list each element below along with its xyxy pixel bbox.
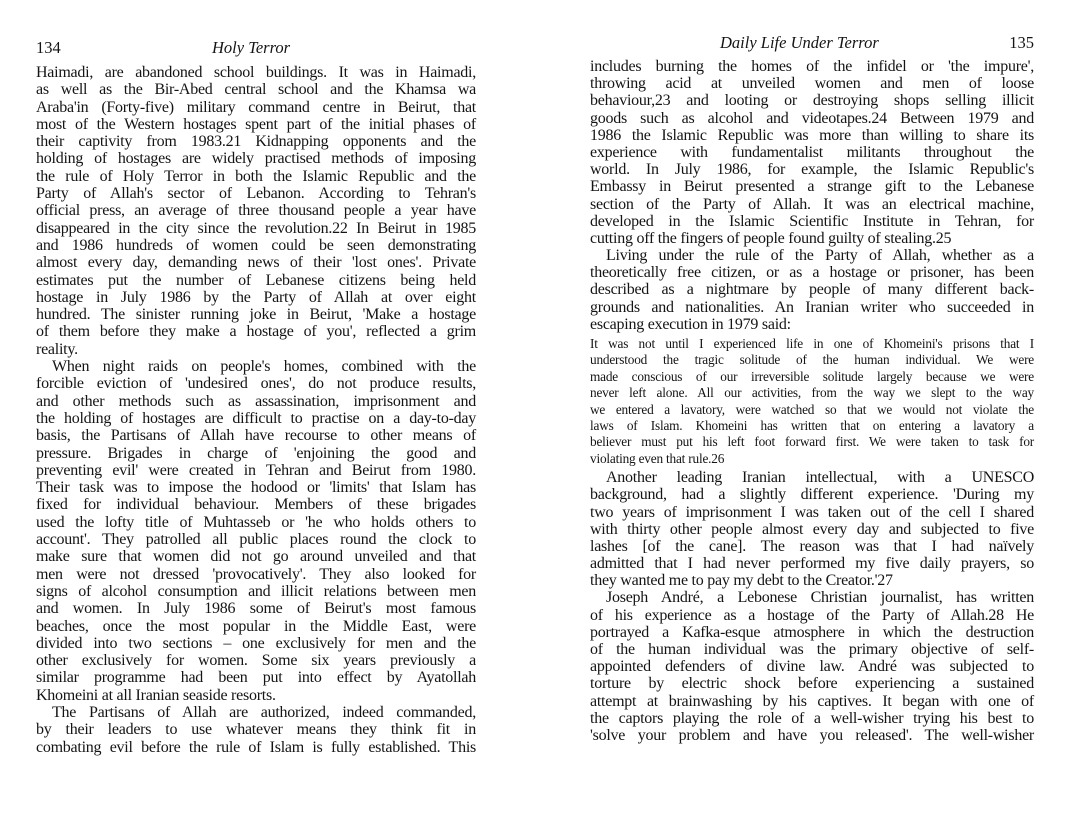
text-line: experience with fundamentalist militants throughout the [590, 143, 1034, 161]
left-page [36, 0, 476, 829]
right-page-number: 135 [1009, 33, 1034, 52]
text-line: with thirty other people almost every day and subjected to five [590, 520, 1034, 538]
text-line: signs of alcohol consumption and illicit relations between men [36, 582, 476, 600]
text-line: escaping execution in 1979 said: [590, 315, 791, 333]
text-line: hostage in July 1986 by the Party of Allah at over eight [36, 288, 476, 306]
text-line: preventing evil' were created in Tehran and Beirut from 1980. [36, 461, 476, 479]
text-line: their captivity from 1983.21 Kidnapping opponents and the [36, 133, 476, 151]
paragraph [36, 704, 476, 756]
text-line: and women. In July 1986 some of Beirut's most famous [36, 600, 476, 618]
quote-line: understood the tragic solitude of the human individual. We were [590, 352, 1034, 368]
quote-line: never left alone. All our activities, from the way we slept to the way [590, 385, 1034, 401]
paragraph [590, 247, 1034, 333]
text-line: attempt at brainwashing by his captives. It began with one of [590, 692, 1034, 710]
text-line: other exclusively for women. Some six years previously a [36, 652, 476, 670]
text-line: pressure. Brigades in charge of 'enjoining the good and [36, 444, 476, 462]
left-running-title: Holy Terror [212, 38, 291, 57]
text-line: Living under the rule of the Party of Allah, whether as a [606, 247, 1034, 265]
paragraph [590, 58, 1034, 247]
text-line: cutting off the fingers of people found guilty of stealing.25 [590, 229, 952, 247]
block-quote [590, 336, 1034, 467]
text-line: holding of hostages are widely practised methods of imposing [36, 150, 476, 168]
text-line: developed in the Islamic Scientific Institute in Tehran, for [590, 212, 1034, 230]
quote-line: believer must put his left foot forward first. We were taken to task for [590, 434, 1034, 450]
text-line: lashes [of the cane]. The reason was that I had naïvely [590, 537, 1034, 555]
text-line: used the lofty title of Muhtasseb or 'he who holds others to [36, 513, 476, 531]
text-line: The Partisans of Allah are authorized, indeed commanded, [52, 703, 476, 721]
paragraph [590, 469, 1034, 589]
text-line: the rule of Holy Terror in both the Islamic Republic and the [36, 167, 476, 185]
text-line: by their leaders to use whatever means they think fit in [36, 721, 476, 739]
text-line: When night raids on people's homes, combined with the [52, 358, 476, 376]
quote-line: laws of Islam. Khomeini has written that on entering a lavatory a [590, 417, 1034, 433]
quote-line: made conscious of our irreversible solitude largely because we were [590, 368, 1034, 384]
text-line: admitted that I had never performed my five daily prayers, so [590, 555, 1034, 573]
text-line: throwing acid at unveiled women and men of loose [590, 75, 1034, 93]
quote-line: we entered a lavatory, were watched so that we would not violate the [590, 401, 1034, 417]
text-line: theoretically free citizen, or as a hostage or prisoner, has been [590, 264, 1034, 282]
text-line: Their task was to impose the hodood or 'limits' that Islam has [36, 479, 476, 497]
text-line: two years of imprisonment I was taken out of the cell I shared [590, 503, 1034, 521]
quote-line: It was not until I experienced life in one of Khomeini's prisons that I [590, 336, 1034, 351]
text-line: Araba'in (Forty-five) military command centre in Beirut, that [36, 98, 476, 116]
text-line: make sure that women did not go around unveiled and that [36, 548, 476, 566]
text-line: Party of Allah's sector of Lebanon. According to Tehran's [36, 185, 476, 203]
text-line: 'solve your problem and have you released'. The well-wisher [590, 726, 1034, 744]
text-line: reality. [36, 340, 78, 358]
left-body-text [36, 64, 476, 756]
text-line: goods such as alcohol and videotapes.24 Between 1979 and [590, 109, 1034, 127]
text-line: of the human individual was the primary objective of self- [590, 641, 1034, 658]
paragraph [36, 64, 476, 358]
text-line: Embassy in Beirut presented a strange gift to the Lebanese [590, 178, 1034, 196]
text-line: includes burning the homes of the infidel or 'the impure', [590, 58, 1034, 75]
text-line: similar programme had been put into effect by Ayatollah [36, 669, 476, 687]
text-line: Another leading Iranian intellectual, with a UNESCO [606, 469, 1034, 487]
text-line: the captors playing the role of a well-wisher trying his best to [590, 709, 1034, 727]
text-line: of his experience as a hostage of the Party of Allah.28 He [590, 606, 1034, 624]
text-line: estimates put the number of Lebanese citizens being held [36, 271, 476, 289]
text-line: almost every day, demanding news of their 'lost ones'. Private [36, 254, 476, 272]
text-line: they wanted me to pay my debt to the Creator.'27 [590, 572, 893, 590]
right-body-text [590, 58, 1034, 744]
text-line: described as a nightmare by people of many different back- [590, 281, 1034, 299]
text-line: men were not dressed 'provocatively'. They also looked for [36, 565, 476, 583]
text-line: fixed for individual behaviour. Members of these brigades [36, 496, 476, 514]
right-running-head [590, 33, 1034, 55]
text-line: divided into two sections – one exclusively for men and the [36, 634, 476, 652]
text-line: Joseph André, a Lebonese Christian journalist, has written [606, 589, 1034, 607]
text-line: appointed defenders of divine law. André was subjected to [590, 658, 1034, 676]
paragraph [590, 589, 1034, 744]
text-line: torture by electric shock before experiencing a sustained [590, 675, 1034, 693]
text-line: as well as the Bir-Abed central school and the Khamsa wa [36, 81, 476, 99]
text-line: basis, the Partisans of Allah have recourse to other means of [36, 427, 476, 445]
text-line: Khomeini at all Iranian seaside resorts. [36, 686, 276, 704]
text-line: the holding of hostages are difficult to practise on a day-to-day [36, 409, 476, 427]
text-line: section of the Party of Allah. It was an electrical machine, [590, 195, 1034, 213]
text-line: behaviour,23 and looting or destroying shops selling illicit [590, 92, 1034, 110]
text-line: 1986 the Islamic Republic was more than willing to share its [590, 126, 1034, 144]
text-line: world. In July 1986, for example, the Islamic Republic's [590, 161, 1034, 179]
text-line: beaches, once the most popular in the Middle East, were [36, 617, 476, 635]
text-line: account'. They patrolled all public places round the clock to [36, 531, 476, 549]
right-page [590, 0, 1034, 829]
right-running-title: Daily Life Under Terror [720, 33, 879, 52]
text-line: and other methods such as assassination, imprisonment and [36, 392, 476, 410]
text-line: hundred. The sinister running joke in Beirut, 'Make a hostage [36, 306, 476, 324]
text-line: of them before they make a hostage of you', reflected a grim [36, 323, 476, 341]
text-line: most of the Western hostages spent part of the initial phases of [36, 115, 476, 133]
left-running-head [36, 38, 476, 60]
text-line: Haimadi, are abandoned school buildings. It was in Haimadi, [36, 64, 476, 81]
paragraph [36, 358, 476, 704]
text-line: official press, an average of three thousand people a year have [36, 202, 476, 220]
text-line: and 1986 hundreds of women could be seen demonstrating [36, 236, 476, 254]
text-line: background, had a slightly different experience. 'During my [590, 486, 1034, 504]
quote-line: violating even that rule.26 [590, 450, 725, 466]
text-line: portrayed a Kafka-esque atmosphere in which the destruction [590, 623, 1034, 641]
text-line: disappeared in the city since the revolution.22 In Beirut in 1985 [36, 219, 476, 237]
text-line: forcible eviction of 'undesired ones', do not produce results, [36, 375, 476, 393]
left-page-number: 134 [36, 38, 61, 57]
text-line: combating evil before the rule of Islam is fully established. This [36, 738, 476, 756]
text-line: grounds and nationalities. An Iranian writer who succeeded in [590, 298, 1034, 316]
